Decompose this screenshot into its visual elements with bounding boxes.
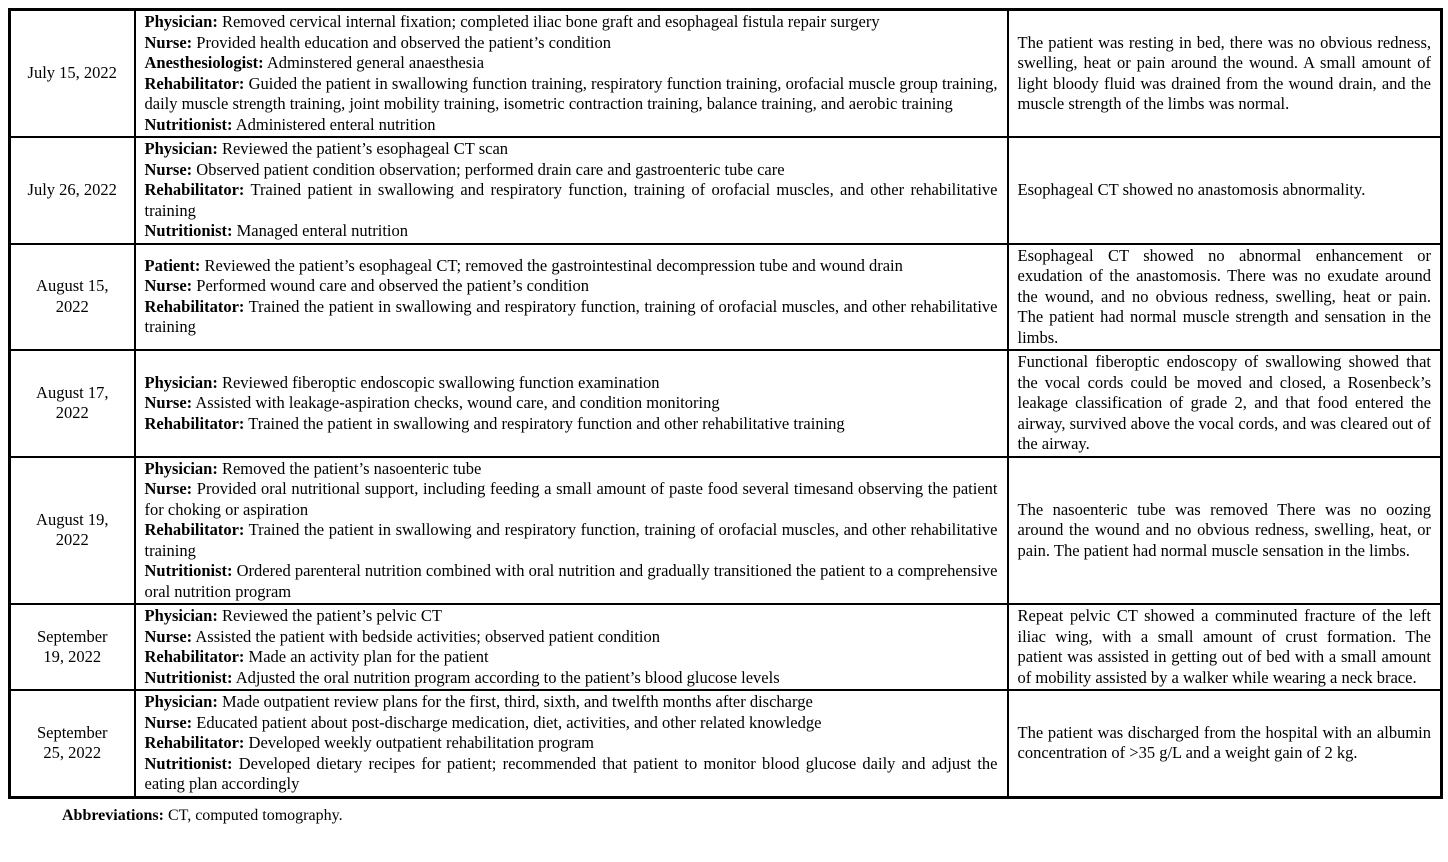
table-row: [10, 690, 1442, 797]
date-cell: August 17, 2022: [10, 350, 135, 457]
activity-line: Rehabilitator: Trained the patient in swallowing and respiratory function, training of orofacial muscles, and other rehabilitative training: [144, 296, 998, 337]
activity-role-label: Physician:: [144, 606, 218, 625]
table-row: [10, 244, 1442, 351]
date-cell: August 15, 2022: [10, 244, 135, 351]
activity-line: Physician: Removed cervical internal fixation; completed iliac bone graft and esophageal fistula repair surgery: [144, 12, 880, 31]
activity-line: Rehabilitator: Made an activity plan for the patient: [144, 647, 489, 666]
date-cell: July 26, 2022: [10, 137, 135, 244]
activity-line: Nutritionist: Managed enteral nutrition: [144, 221, 408, 240]
activity-role-label: Nurse:: [144, 276, 193, 296]
activity-line: Nurse: Provided health education and observed the patient’s condition: [144, 32, 611, 52]
outcome-cell: Repeat pelvic CT showed a comminuted fracture of the left iliac wing, with a small amount of crust formation. The patient was assisted in getting out of bed with a small amount of mobility assisted by a walker while wearing a neck brace.: [1008, 604, 1442, 690]
outcome-cell: The patient was resting in bed, there was no obvious redness, swelling, heat or pain around the wound. A small amount of light bloody fluid was drained from the wound drain, and the muscle strength of the limbs was normal.: [1008, 10, 1442, 138]
activity-role-label: Rehabilitator:: [144, 733, 245, 752]
activity-line: Nurse: Observed patient condition observation; performed drain care and gastroenteric tube care: [144, 159, 785, 179]
activity-role-label: Patient:: [144, 255, 201, 275]
activity-role-label: Physician:: [144, 372, 218, 392]
activity-role-label: Nurse:: [144, 32, 193, 52]
activity-role-label: Rehabilitator:: [144, 180, 245, 199]
outcome-cell: The nasoenteric tube was removed There was no oozing around the wound and no obvious redness, swelling, heat, or pain. The patient had normal muscle sensation in the limbs.: [1008, 457, 1442, 605]
activity-line: Physician: Reviewed the patient’s pelvic CT: [144, 606, 442, 625]
activity-role-label: Nurse:: [144, 393, 193, 412]
activities-cell: [135, 10, 1008, 138]
activity-line: Nutritionist: Administered enteral nutrition: [144, 114, 436, 134]
activity-line: Rehabilitator: Developed weekly outpatient rehabilitation program: [144, 733, 594, 752]
outcome-cell: Esophageal CT showed no abnormal enhancement or exudation of the anastomosis. There was no exudate around the wound, and no obvious redness, swelling, heat or pain. The patient had normal muscle strength and sensation in the limbs.: [1008, 244, 1442, 351]
outcome-cell: The patient was discharged from the hospital with an albumin concentration of >35 g/L and a weight gain of 2 kg.: [1008, 690, 1442, 797]
activity-line: Nurse: Assisted with leakage-aspiration checks, wound care, and condition monitoring: [144, 393, 720, 412]
activity-line: Nurse: Assisted the patient with bedside activities; observed patient condition: [144, 626, 661, 646]
date-cell: September 19, 2022: [10, 604, 135, 690]
activity-role-label: Nutritionist:: [144, 221, 233, 240]
activities-cell: [135, 244, 1008, 351]
activity-role-label: Nurse:: [144, 712, 193, 732]
date-cell: September 25, 2022: [10, 690, 135, 797]
activity-role-label: Nurse:: [144, 479, 193, 498]
activity-role-label: Nurse:: [144, 626, 193, 646]
activity-line: Physician: Reviewed fiberoptic endoscopic swallowing function examination: [144, 372, 660, 392]
activity-role-label: Rehabilitator:: [144, 647, 245, 666]
activity-line: Nutritionist: Adjusted the oral nutrition program according to the patient’s blood glucose levels: [144, 667, 780, 687]
table-row: [10, 457, 1442, 605]
abbreviations-footnote: [62, 806, 1440, 826]
activity-role-label: Physician:: [144, 692, 218, 711]
activity-role-label: Rehabilitator:: [144, 296, 245, 316]
table-row: [10, 350, 1442, 457]
activity-line: Rehabilitator: Trained the patient in swallowing and respiratory function and other rehabilitative training: [144, 413, 845, 433]
activity-role-label: Nutritionist:: [144, 667, 233, 687]
activity-role-label: Physician:: [144, 12, 218, 31]
activity-role-label: Nutritionist:: [144, 753, 233, 773]
activity-line: Rehabilitator: Guided the patient in swallowing function training, respiratory function training, orofacial muscle group training, daily muscle strength training, joint mobility training, isometric contraction training, balance training, and aerobic training: [144, 73, 998, 113]
care-table-body: [10, 10, 1442, 798]
activity-role-label: Nurse:: [144, 159, 193, 179]
outcome-cell: Functional fiberoptic endoscopy of swallowing showed that the vocal cords could be moved and closed, a Rosenbeck’s leakage classification of grade 2, and that food entered the airway, survived above the vocal cords, and was cleared out of the airway.: [1008, 350, 1442, 457]
table-row: [10, 10, 1442, 138]
abbreviations-label: Abbreviations:: [62, 806, 164, 824]
activity-line: Nurse: Provided oral nutritional support, including feeding a small amount of paste food several timesand observing the patient for choking or aspiration: [144, 479, 998, 519]
activity-line: Anesthesiologist: Adminstered general anaesthesia: [144, 53, 485, 72]
table-row: [10, 604, 1442, 690]
activities-cell: [135, 690, 1008, 797]
activity-line: Nutritionist: Developed dietary recipes for patient; recommended that patient to monitor blood glucose daily and adjust the eating plan accordingly: [144, 753, 998, 793]
activity-role-label: Rehabilitator:: [144, 520, 245, 539]
date-cell: August 19, 2022: [10, 457, 135, 605]
activity-role-label: Nutritionist:: [144, 561, 233, 580]
table-row: [10, 137, 1442, 244]
activity-line: Patient: Reviewed the patient’s esophageal CT; removed the gastrointestinal decompression tube and wound drain: [144, 255, 903, 275]
abbreviations-text: CT, computed tomography.: [167, 806, 343, 824]
care-plan-table: [8, 8, 1443, 799]
activity-role-label: Nutritionist:: [144, 114, 233, 134]
activity-line: Nutritionist: Ordered parenteral nutrition combined with oral nutrition and gradually transitioned the patient to a comprehensive oral nutrition program: [144, 561, 998, 601]
activity-role-label: Anesthesiologist:: [144, 53, 264, 72]
activity-line: Nurse: Educated patient about post-discharge medication, diet, activities, and other related knowledge: [144, 712, 822, 732]
activity-role-label: Physician:: [144, 139, 218, 158]
activity-role-label: Rehabilitator:: [144, 413, 245, 433]
activities-cell: [135, 604, 1008, 690]
activities-cell: [135, 350, 1008, 457]
activity-line: Physician: Removed the patient’s nasoenteric tube: [144, 458, 482, 478]
activity-line: Rehabilitator: Trained the patient in swallowing and respiratory function, training of orofacial muscles, and other rehabilitative training: [144, 520, 998, 560]
activity-line: Nurse: Performed wound care and observed the patient’s condition: [144, 276, 589, 296]
activities-cell: [135, 457, 1008, 605]
activity-line: Physician: Made outpatient review plans for the first, third, sixth, and twelfth months after discharge: [144, 692, 813, 711]
activity-line: Rehabilitator: Trained patient in swallowing and respiratory function, training of orofacial muscles, and other rehabilitative training: [144, 180, 998, 220]
activity-line: Physician: Reviewed the patient’s esophageal CT scan: [144, 139, 509, 158]
date-cell: July 15, 2022: [10, 10, 135, 138]
activity-role-label: Physician:: [144, 458, 218, 478]
activities-cell: [135, 137, 1008, 244]
outcome-cell: Esophageal CT showed no anastomosis abnormality.: [1008, 137, 1442, 244]
activity-role-label: Rehabilitator:: [144, 73, 245, 93]
